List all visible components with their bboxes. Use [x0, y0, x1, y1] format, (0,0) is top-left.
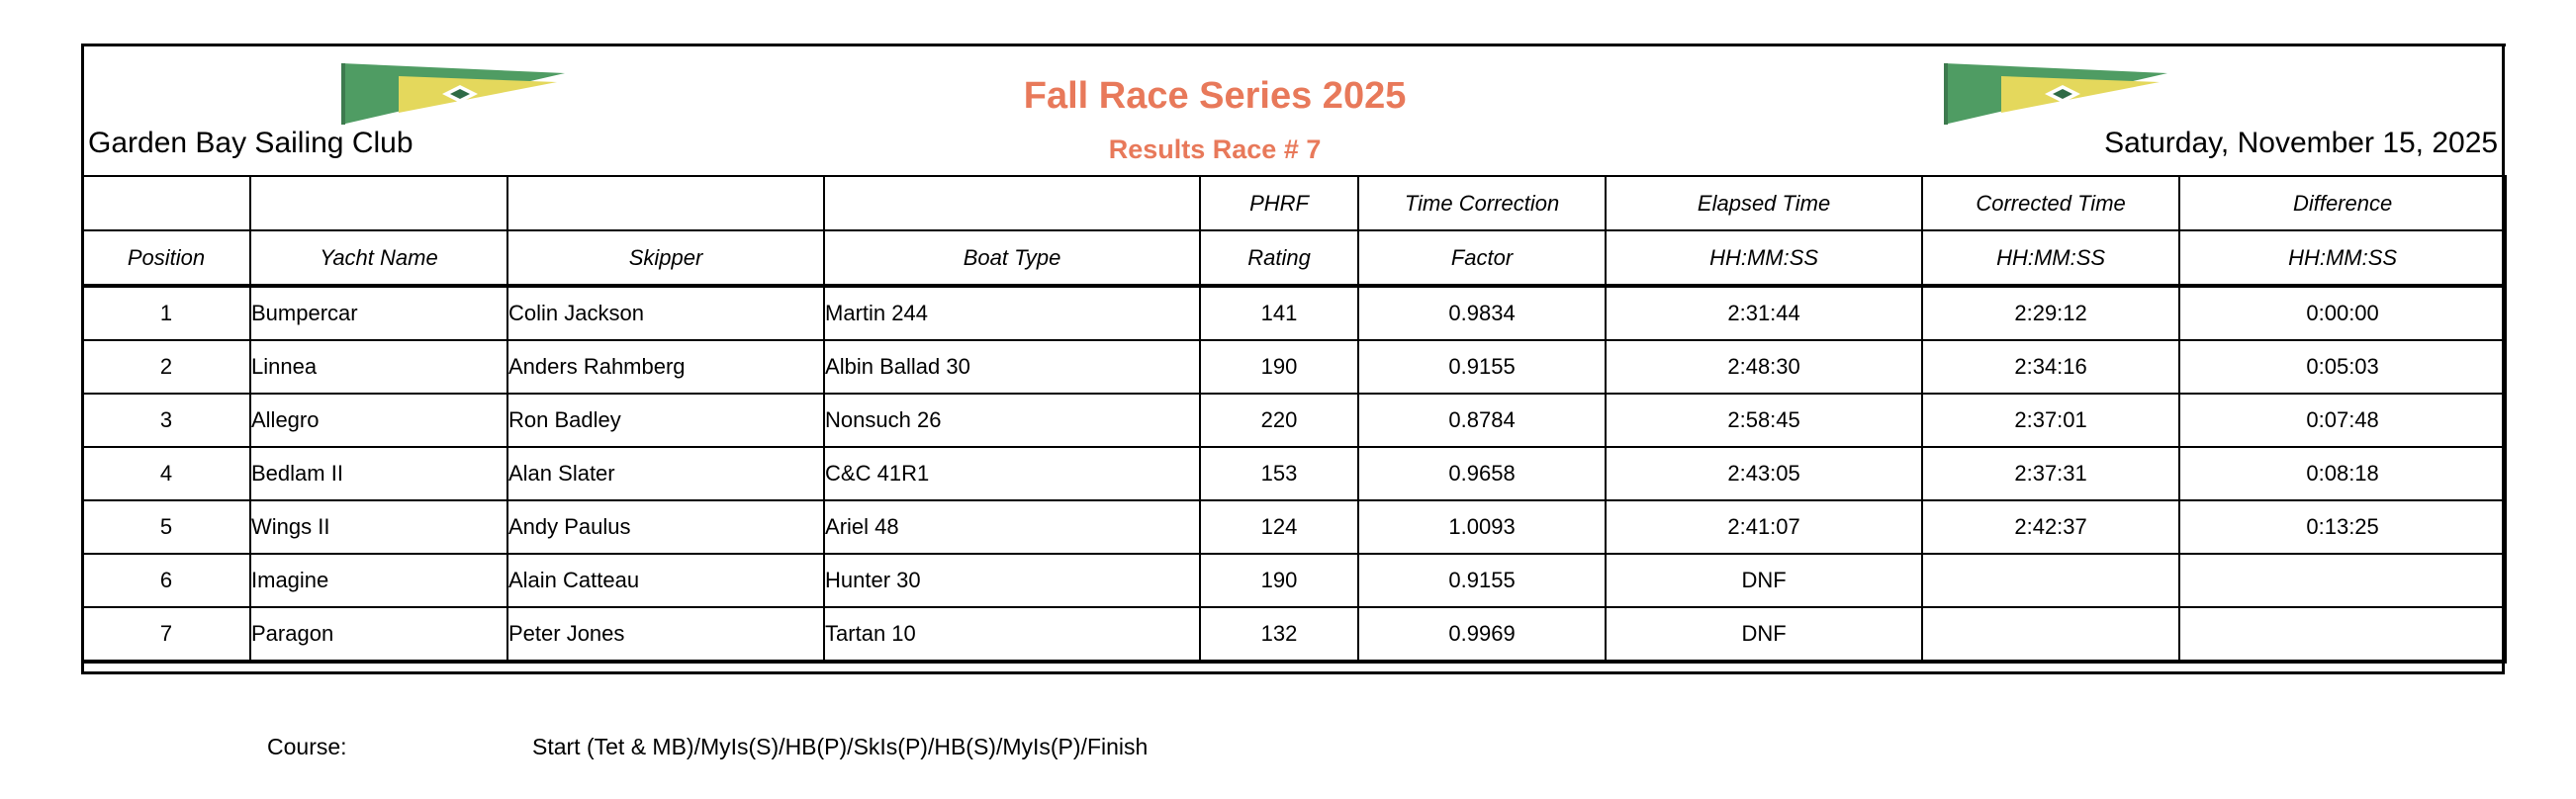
- table-row: [82, 554, 2506, 607]
- table-row: [82, 500, 2506, 554]
- table-header-row-top: [82, 176, 2506, 230]
- table-row: [82, 394, 2506, 447]
- header-right-cell: [1606, 45, 2506, 177]
- cell-skipper: Anders Rahmberg: [507, 340, 824, 394]
- header-time-correction: Time Correction: [1358, 176, 1606, 230]
- header-top-blank-1: [82, 176, 250, 230]
- header-top-blank-3: [507, 176, 824, 230]
- cell-factor: 0.8784: [1358, 394, 1606, 447]
- cell-corrected: 2:42:37: [1922, 500, 2179, 554]
- cell-elapsed: 2:43:05: [1606, 447, 1922, 500]
- cell-elapsed: DNF: [1606, 607, 1922, 662]
- cell-difference: 0:00:00: [2179, 286, 2506, 340]
- header-top-blank-2: [250, 176, 507, 230]
- cell-elapsed: 2:41:07: [1606, 500, 1922, 554]
- table-row: [82, 607, 2506, 662]
- cell-rating: 190: [1200, 340, 1358, 394]
- cell-position: 6: [82, 554, 250, 607]
- cell-position: 7: [82, 607, 250, 662]
- cell-skipper: Alain Catteau: [507, 554, 824, 607]
- table-row: [82, 447, 2506, 500]
- header-factor: Factor: [1358, 230, 1606, 286]
- cell-elapsed: 2:31:44: [1606, 286, 1922, 340]
- cell-yacht: Linnea: [250, 340, 507, 394]
- header-band: [82, 45, 2506, 177]
- header-rating: Rating: [1200, 230, 1358, 286]
- header-top-blank-4: [824, 176, 1200, 230]
- cell-factor: 0.9658: [1358, 447, 1606, 500]
- header-position: Position: [82, 230, 250, 286]
- cell-position: 1: [82, 286, 250, 340]
- cell-factor: 1.0093: [1358, 500, 1606, 554]
- cell-difference: 0:05:03: [2179, 340, 2506, 394]
- cell-boat: C&C 41R1: [824, 447, 1200, 500]
- cell-difference: 0:13:25: [2179, 500, 2506, 554]
- cell-elapsed: DNF: [1606, 554, 1922, 607]
- table-row: [82, 340, 2506, 394]
- cell-yacht: Paragon: [250, 607, 507, 662]
- header-skipper: Skipper: [507, 230, 824, 286]
- header-elapsed-format: HH:MM:SS: [1606, 230, 1922, 286]
- cell-factor: 0.9155: [1358, 554, 1606, 607]
- cell-corrected: 2:29:12: [1922, 286, 2179, 340]
- cell-skipper: Andy Paulus: [507, 500, 824, 554]
- cell-boat: Albin Ballad 30: [824, 340, 1200, 394]
- header-left-cell: [82, 45, 824, 177]
- cell-rating: 124: [1200, 500, 1358, 554]
- club-burgee-left: [82, 61, 824, 127]
- table-row: [82, 286, 2506, 340]
- header-corrected-time: Corrected Time: [1922, 176, 2179, 230]
- cell-skipper: Colin Jackson: [507, 286, 824, 340]
- cell-yacht: Bumpercar: [250, 286, 507, 340]
- header-difference: Difference: [2179, 176, 2506, 230]
- cell-factor: 0.9834: [1358, 286, 1606, 340]
- table-header-row-bottom: [82, 230, 2506, 286]
- club-burgee-right: [1606, 61, 2506, 127]
- course-value: Start (Tet & MB)/MyIs(S)/HB(P)/SkIs(P)/HB(S)/MyIs(P)/Finish: [532, 734, 1149, 759]
- header-center-cell: [824, 45, 1606, 177]
- cell-corrected: [1922, 554, 2179, 607]
- race-results-table: [81, 44, 2507, 664]
- cell-rating: 220: [1200, 394, 1358, 447]
- cell-yacht: Allegro: [250, 394, 507, 447]
- page-subtitle: Results Race # 7: [1108, 134, 1322, 165]
- cell-position: 4: [82, 447, 250, 500]
- cell-boat: Martin 244: [824, 286, 1200, 340]
- header-elapsed-time: Elapsed Time: [1606, 176, 1922, 230]
- cell-boat: Hunter 30: [824, 554, 1200, 607]
- club-name: Garden Bay Sailing Club: [88, 127, 414, 159]
- cell-difference: [2179, 607, 2506, 662]
- cell-rating: 153: [1200, 447, 1358, 500]
- cell-boat: Ariel 48: [824, 500, 1200, 554]
- cell-elapsed: 2:58:45: [1606, 394, 1922, 447]
- header-corrected-format: HH:MM:SS: [1922, 230, 2179, 286]
- header-phrf: PHRF: [1200, 176, 1358, 230]
- cell-position: 5: [82, 500, 250, 554]
- cell-skipper: Peter Jones: [507, 607, 824, 662]
- cell-rating: 132: [1200, 607, 1358, 662]
- cell-factor: 0.9155: [1358, 340, 1606, 394]
- cell-yacht: Wings II: [250, 500, 507, 554]
- page-title: Fall Race Series 2025: [1023, 74, 1407, 117]
- cell-position: 2: [82, 340, 250, 394]
- cell-corrected: 2:34:16: [1922, 340, 2179, 394]
- cell-corrected: [1922, 607, 2179, 662]
- cell-skipper: Alan Slater: [507, 447, 824, 500]
- cell-corrected: 2:37:01: [1922, 394, 2179, 447]
- race-date: Saturday, November 15, 2025: [2104, 127, 2499, 159]
- cell-yacht: Imagine: [250, 554, 507, 607]
- header-yacht-name: Yacht Name: [250, 230, 507, 286]
- cell-yacht: Bedlam II: [250, 447, 507, 500]
- cell-skipper: Ron Badley: [507, 394, 824, 447]
- header-boat-type: Boat Type: [824, 230, 1200, 286]
- cell-rating: 141: [1200, 286, 1358, 340]
- cell-difference: [2179, 554, 2506, 607]
- cell-position: 3: [82, 394, 250, 447]
- cell-rating: 190: [1200, 554, 1358, 607]
- cell-boat: Tartan 10: [824, 607, 1200, 662]
- cell-boat: Nonsuch 26: [824, 394, 1200, 447]
- cell-elapsed: 2:48:30: [1606, 340, 1922, 394]
- cell-corrected: 2:37:31: [1922, 447, 2179, 500]
- cell-factor: 0.9969: [1358, 607, 1606, 662]
- cell-difference: 0:07:48: [2179, 394, 2506, 447]
- course-label: Course:: [267, 734, 347, 759]
- cell-difference: 0:08:18: [2179, 447, 2506, 500]
- header-difference-format: HH:MM:SS: [2179, 230, 2506, 286]
